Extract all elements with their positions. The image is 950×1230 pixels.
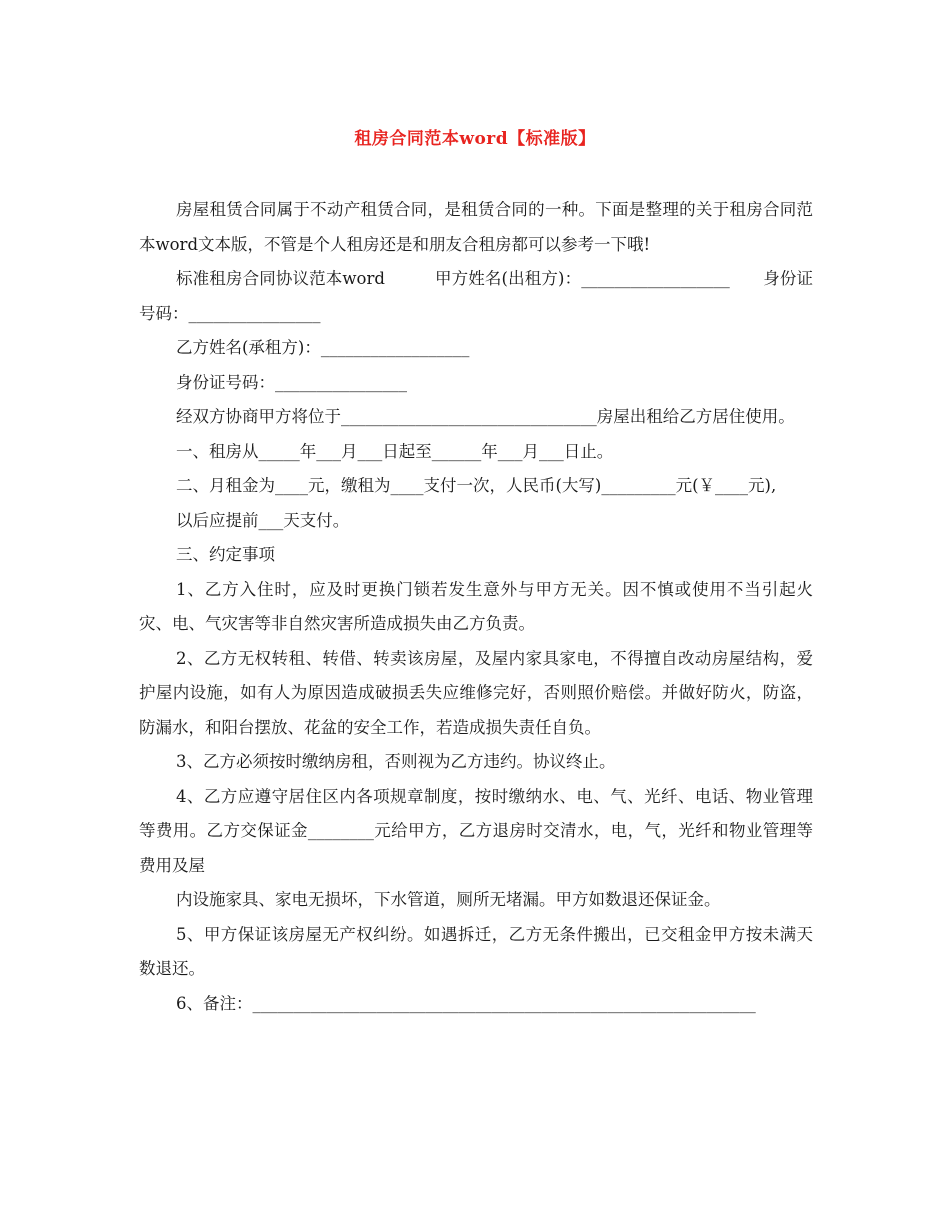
term-3-paragraph: 3、乙方必须按时缴纳房租，否则视为乙方违约。协议终止。 (176, 752, 616, 771)
lease-term-paragraph: 一、租房从_____年___月___日起至______年___月___日止。 (176, 441, 614, 461)
intro-paragraph: 房屋租赁合同属于不动产租赁合同，是租赁合同的一种。下面是整理的关于租房合同范本word文本版，不管是个人租房还是和朋友合租房都可以参考一下哦! (139, 200, 813, 254)
tenant-id-paragraph: 身份证号码：________________ (176, 372, 407, 392)
tenant-name-paragraph: 乙方姓名(承租方)：__________________ (176, 338, 470, 357)
document-title: 租房合同范本word【标准版】 (354, 129, 596, 149)
term-4-paragraph: 4、乙方应遵守居住区内各项规章制度，按时缴纳水、电、气、光纤、电话、物业管理等费用。乙方交保证金________元给甲方，乙方退房时交清水，电，气，光纤和物业管理等费用及屋 (139, 786, 813, 875)
document-body (139, 193, 813, 1021)
property-location-paragraph: 经双方协商甲方将位于_______________________________房屋出租给乙方居住使用。 (176, 407, 795, 426)
rent-amount-paragraph: 二、月租金为____元，缴租为____支付一次，人民币(大写)_________元(￥____元), (176, 476, 777, 495)
term-2-paragraph: 2、乙方无权转租、转借、转卖该房屋，及屋内家具家电，不得擅自改动房屋结构，爱护屋内设施，如有人为原因造成破损丢失应维修完好，否则照价赔偿。并做好防火，防盗，防漏水，和阳台摆放、花盆的安全工作，若造成损失责任自负。 (139, 648, 813, 737)
payment-advance-paragraph: 以后应提前___天支付。 (176, 510, 350, 530)
term-4-continued-paragraph: 内设施家具、家电无损坏，下水管道，厕所无堵漏。甲方如数退还保证金。 (176, 890, 721, 909)
term-1-paragraph: 1、乙方入住时，应及时更换门锁若发生意外与甲方无关。因不慎或使用不当引起火灾、电、气灾害等非自然灾害所造成损失由乙方负责。 (139, 579, 813, 633)
term-5-paragraph: 5、甲方保证该房屋无产权纠纷。如遇拆迁，乙方无条件搬出，已交租金甲方按未满天数退还。 (139, 924, 813, 978)
term-6-remarks-paragraph: 6、备注：_____________________________________________________________ (176, 993, 756, 1013)
terms-heading: 三、约定事项 (176, 545, 275, 564)
landlord-info-paragraph: 标准租房合同协议范本word 甲方姓名(出租方)：__________________ 身份证号码：________________ (139, 269, 813, 323)
